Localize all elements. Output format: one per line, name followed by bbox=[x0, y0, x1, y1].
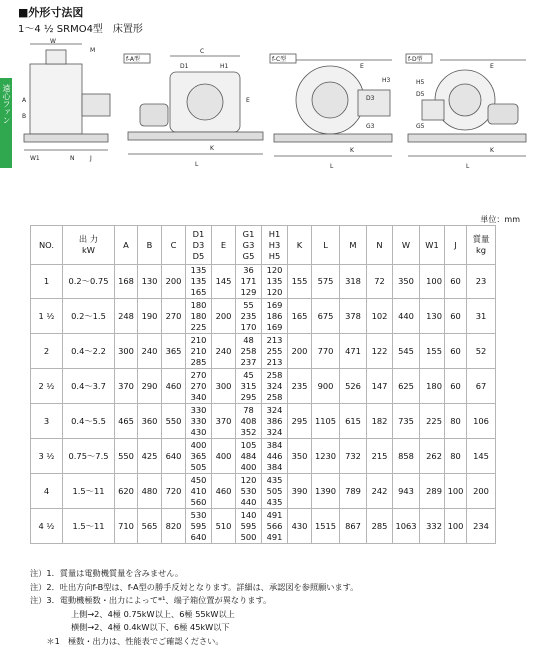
svg-text:f-C型: f-C型 bbox=[272, 56, 287, 63]
table-cell: 72 bbox=[367, 265, 393, 299]
table-cell: 120 135 120 bbox=[262, 265, 288, 299]
table-cell: 365 bbox=[162, 334, 186, 369]
side-category-tab bbox=[0, 78, 12, 168]
table-cell: 67 bbox=[467, 369, 496, 404]
table-cell: 480 bbox=[138, 474, 162, 509]
table-cell: 789 bbox=[340, 474, 367, 509]
table-row bbox=[31, 404, 496, 439]
svg-text:W1: W1 bbox=[30, 155, 40, 162]
table-cell: 820 bbox=[162, 509, 186, 544]
table-cell: 165 bbox=[288, 299, 312, 334]
table-cell: 0.4〜2.2 bbox=[63, 334, 115, 369]
table-row bbox=[31, 509, 496, 544]
table-cell: 460 bbox=[212, 474, 236, 509]
table-header-cell: D1 D3 D5 bbox=[186, 226, 212, 265]
table-cell: 258 324 258 bbox=[262, 369, 288, 404]
svg-text:L: L bbox=[466, 163, 470, 170]
table-cell: 550 bbox=[115, 439, 138, 474]
table-cell: 640 bbox=[162, 439, 186, 474]
note-line: 注）2．吐出方向f-B型は、f-A型の勝手反対となります。詳細は、承認図を参照願います。 bbox=[30, 581, 359, 592]
svg-text:G5: G5 bbox=[416, 123, 425, 130]
table-cell: 720 bbox=[162, 474, 186, 509]
table-cell: 620 bbox=[115, 474, 138, 509]
table-cell: 1 ½ bbox=[31, 299, 63, 334]
svg-text:E: E bbox=[490, 63, 494, 70]
table-cell: 145 bbox=[212, 265, 236, 299]
table-cell: 460 bbox=[162, 369, 186, 404]
svg-text:M: M bbox=[90, 47, 96, 54]
table-cell: 242 bbox=[367, 474, 393, 509]
table-cell: 180 180 225 bbox=[186, 299, 212, 334]
table-cell: 565 bbox=[138, 509, 162, 544]
table-header-cell: N bbox=[367, 226, 393, 265]
table-cell: 425 bbox=[138, 439, 162, 474]
table-cell: 2 bbox=[31, 334, 63, 369]
svg-text:N: N bbox=[70, 155, 75, 162]
table-cell: 370 bbox=[115, 369, 138, 404]
table-header-cell: K bbox=[288, 226, 312, 265]
table-cell: 235 bbox=[288, 369, 312, 404]
table-cell: 732 bbox=[340, 439, 367, 474]
table-row bbox=[31, 439, 496, 474]
table-cell: 300 bbox=[212, 369, 236, 404]
table-cell: 200 bbox=[162, 265, 186, 299]
svg-text:L: L bbox=[330, 163, 334, 170]
svg-text:H5: H5 bbox=[416, 79, 425, 86]
table-cell: 526 bbox=[340, 369, 367, 404]
table-cell: 350 bbox=[393, 265, 420, 299]
svg-text:H1: H1 bbox=[220, 63, 229, 70]
table-cell: 210 210 285 bbox=[186, 334, 212, 369]
table-cell: 390 bbox=[288, 474, 312, 509]
svg-text:D5: D5 bbox=[416, 91, 425, 98]
table-cell: 122 bbox=[367, 334, 393, 369]
table-cell: 0.4〜5.5 bbox=[63, 404, 115, 439]
table-cell: 2 ½ bbox=[31, 369, 63, 404]
table-cell: 1105 bbox=[312, 404, 340, 439]
table-cell: 370 bbox=[212, 404, 236, 439]
view-fd-drawing bbox=[406, 54, 526, 156]
svg-text:E: E bbox=[246, 97, 250, 104]
table-cell: 318 bbox=[340, 265, 367, 299]
table-cell: 102 bbox=[367, 299, 393, 334]
view-fc-drawing bbox=[270, 54, 392, 156]
table-cell: 200 bbox=[288, 334, 312, 369]
svg-text:f-A型: f-A型 bbox=[126, 56, 140, 63]
table-header-row bbox=[31, 226, 496, 265]
table-row bbox=[31, 299, 496, 334]
table-cell: 3 bbox=[31, 404, 63, 439]
note-line: 横側→2、4極 0.4kW以下、6極 45kW以下 bbox=[30, 622, 230, 632]
table-cell: 270 270 340 bbox=[186, 369, 212, 404]
table-cell: 270 bbox=[162, 299, 186, 334]
table-cell: 78 408 352 bbox=[236, 404, 262, 439]
svg-text:K: K bbox=[210, 145, 214, 152]
table-cell: 290 bbox=[138, 369, 162, 404]
table-header-cell: E bbox=[212, 226, 236, 265]
dimension-drawings bbox=[20, 38, 532, 172]
side-tab-label: 遠心ファン bbox=[2, 84, 11, 124]
table-cell: 625 bbox=[393, 369, 420, 404]
table-cell: 200 bbox=[212, 299, 236, 334]
table-header-cell: M bbox=[340, 226, 367, 265]
table-cell: 100 bbox=[445, 474, 467, 509]
table-cell: 770 bbox=[312, 334, 340, 369]
table-cell: 100 bbox=[445, 509, 467, 544]
table-cell: 168 bbox=[115, 265, 138, 299]
notes-section bbox=[30, 567, 358, 648]
table-cell: 300 bbox=[115, 334, 138, 369]
table-cell: 36 171 129 bbox=[236, 265, 262, 299]
table-header-cell: 質量 kg bbox=[467, 226, 496, 265]
table-cell: 1063 bbox=[393, 509, 420, 544]
table-cell: 52 bbox=[467, 334, 496, 369]
table-cell: 491 566 491 bbox=[262, 509, 288, 544]
table-cell: 147 bbox=[367, 369, 393, 404]
svg-text:L: L bbox=[195, 161, 199, 168]
table-cell: 155 bbox=[420, 334, 445, 369]
svg-text:f-D型: f-D型 bbox=[408, 56, 423, 63]
dimension-table bbox=[30, 225, 496, 544]
table-cell: 140 595 500 bbox=[236, 509, 262, 544]
table-cell: 440 bbox=[393, 299, 420, 334]
note-line: ＊1 極数・出力は、性能表でご確認ください。 bbox=[30, 635, 224, 646]
table-row bbox=[31, 265, 496, 299]
note-line: 上側→2、4極 0.75kW以上、6極 55kW以上 bbox=[30, 608, 235, 619]
table-cell: 60 bbox=[445, 299, 467, 334]
table-cell: 0.4〜3.7 bbox=[63, 369, 115, 404]
table-row bbox=[31, 474, 496, 509]
table-cell: 471 bbox=[340, 334, 367, 369]
table-cell: 145 bbox=[467, 439, 496, 474]
svg-text:A: A bbox=[22, 97, 27, 104]
table-cell: 130 bbox=[138, 265, 162, 299]
table-row bbox=[31, 369, 496, 404]
table-cell: 550 bbox=[162, 404, 186, 439]
table-header-cell: 出 力 kW bbox=[63, 226, 115, 265]
table-cell: 285 bbox=[367, 509, 393, 544]
table-cell: 430 bbox=[288, 509, 312, 544]
table-cell: 330 330 430 bbox=[186, 404, 212, 439]
table-cell: 100 bbox=[420, 265, 445, 299]
table-cell: 169 186 169 bbox=[262, 299, 288, 334]
table-cell: 262 bbox=[420, 439, 445, 474]
view-fa-drawing bbox=[124, 54, 263, 154]
table-cell: 31 bbox=[467, 299, 496, 334]
table-cell: 545 bbox=[393, 334, 420, 369]
note-line: 注）3．電動機極数・出力によって*¹、端子箱位置が異なります。 bbox=[30, 595, 272, 605]
table-cell: 378 bbox=[340, 299, 367, 334]
table-cell: 735 bbox=[393, 404, 420, 439]
table-cell: 0.2〜1.5 bbox=[63, 299, 115, 334]
table-cell: 360 bbox=[138, 404, 162, 439]
table-cell: 295 bbox=[288, 404, 312, 439]
table-cell: 400 365 505 bbox=[186, 439, 212, 474]
page-subtitle: 1〜4 ½ SRMO4型 床置形 bbox=[18, 24, 143, 35]
page-title: ■外形寸法図 bbox=[18, 6, 84, 19]
table-cell: 60 bbox=[445, 265, 467, 299]
table-cell: 1390 bbox=[312, 474, 340, 509]
table-cell: 900 bbox=[312, 369, 340, 404]
table-cell: 213 255 213 bbox=[262, 334, 288, 369]
table-cell: 248 bbox=[115, 299, 138, 334]
table-cell: 4 ½ bbox=[31, 509, 63, 544]
svg-text:D3: D3 bbox=[366, 95, 375, 102]
table-cell: 1515 bbox=[312, 509, 340, 544]
table-cell: 675 bbox=[312, 299, 340, 334]
table-cell: 240 bbox=[138, 334, 162, 369]
table-cell: 3 ½ bbox=[31, 439, 63, 474]
table-cell: 530 595 640 bbox=[186, 509, 212, 544]
table-header-cell: W1 bbox=[420, 226, 445, 265]
table-header-cell: NO. bbox=[31, 226, 63, 265]
table-cell: 1.5〜11 bbox=[63, 509, 115, 544]
table-cell: 240 bbox=[212, 334, 236, 369]
table-cell: 48 258 237 bbox=[236, 334, 262, 369]
table-cell: 867 bbox=[340, 509, 367, 544]
table-cell: 190 bbox=[138, 299, 162, 334]
svg-text:H3: H3 bbox=[382, 77, 391, 84]
table-cell: 332 bbox=[420, 509, 445, 544]
table-cell: 60 bbox=[445, 369, 467, 404]
table-cell: 289 bbox=[420, 474, 445, 509]
table-cell: 225 bbox=[420, 404, 445, 439]
svg-text:K: K bbox=[350, 147, 354, 154]
table-cell: 182 bbox=[367, 404, 393, 439]
table-cell: 350 bbox=[288, 439, 312, 474]
table-cell: 1 bbox=[31, 265, 63, 299]
svg-text:G3: G3 bbox=[366, 123, 375, 130]
table-cell: 575 bbox=[312, 265, 340, 299]
table-cell: 465 bbox=[115, 404, 138, 439]
table-cell: 135 135 165 bbox=[186, 265, 212, 299]
side-view-drawing bbox=[24, 44, 110, 150]
table-cell: 55 235 170 bbox=[236, 299, 262, 334]
table-cell: 0.2〜0.75 bbox=[63, 265, 115, 299]
table-row bbox=[31, 334, 496, 369]
table-cell: 105 484 400 bbox=[236, 439, 262, 474]
svg-text:B: B bbox=[22, 113, 27, 120]
svg-text:K: K bbox=[490, 147, 494, 154]
table-cell: 1230 bbox=[312, 439, 340, 474]
table-header-cell: B bbox=[138, 226, 162, 265]
table-cell: 180 bbox=[420, 369, 445, 404]
note-line: 注）1．質量は電動機質量を含みません。 bbox=[30, 568, 184, 578]
table-cell: 510 bbox=[212, 509, 236, 544]
table-cell: 80 bbox=[445, 439, 467, 474]
table-cell: 435 505 435 bbox=[262, 474, 288, 509]
table-cell: 80 bbox=[445, 404, 467, 439]
table-cell: 106 bbox=[467, 404, 496, 439]
table-header-cell: A bbox=[115, 226, 138, 265]
table-cell: 234 bbox=[467, 509, 496, 544]
table-header-cell: W bbox=[393, 226, 420, 265]
table-cell: 155 bbox=[288, 265, 312, 299]
table-cell: 858 bbox=[393, 439, 420, 474]
table-cell: 384 446 384 bbox=[262, 439, 288, 474]
svg-text:E: E bbox=[360, 63, 364, 70]
table-cell: 200 bbox=[467, 474, 496, 509]
table-header-cell: G1 G3 G5 bbox=[236, 226, 262, 265]
svg-text:C: C bbox=[200, 48, 205, 55]
table-cell: 710 bbox=[115, 509, 138, 544]
table-cell: 4 bbox=[31, 474, 63, 509]
table-cell: 120 530 440 bbox=[236, 474, 262, 509]
table-cell: 943 bbox=[393, 474, 420, 509]
svg-text:W: W bbox=[50, 38, 56, 45]
table-cell: 450 410 560 bbox=[186, 474, 212, 509]
svg-text:D1: D1 bbox=[180, 63, 189, 70]
table-cell: 0.75〜7.5 bbox=[63, 439, 115, 474]
table-cell: 23 bbox=[467, 265, 496, 299]
table-header-cell: H1 H3 H5 bbox=[262, 226, 288, 265]
table-cell: 400 bbox=[212, 439, 236, 474]
table-cell: 130 bbox=[420, 299, 445, 334]
table-header-cell: C bbox=[162, 226, 186, 265]
table-cell: 324 386 324 bbox=[262, 404, 288, 439]
table-cell: 60 bbox=[445, 334, 467, 369]
table-header-cell: J bbox=[445, 226, 467, 265]
svg-text:J: J bbox=[90, 155, 92, 162]
table-cell: 1.5〜11 bbox=[63, 474, 115, 509]
table-cell: 45 315 295 bbox=[236, 369, 262, 404]
table-header-cell: L bbox=[312, 226, 340, 265]
table-cell: 615 bbox=[340, 404, 367, 439]
table-cell: 215 bbox=[367, 439, 393, 474]
unit-label: 単位：mm bbox=[480, 215, 520, 224]
